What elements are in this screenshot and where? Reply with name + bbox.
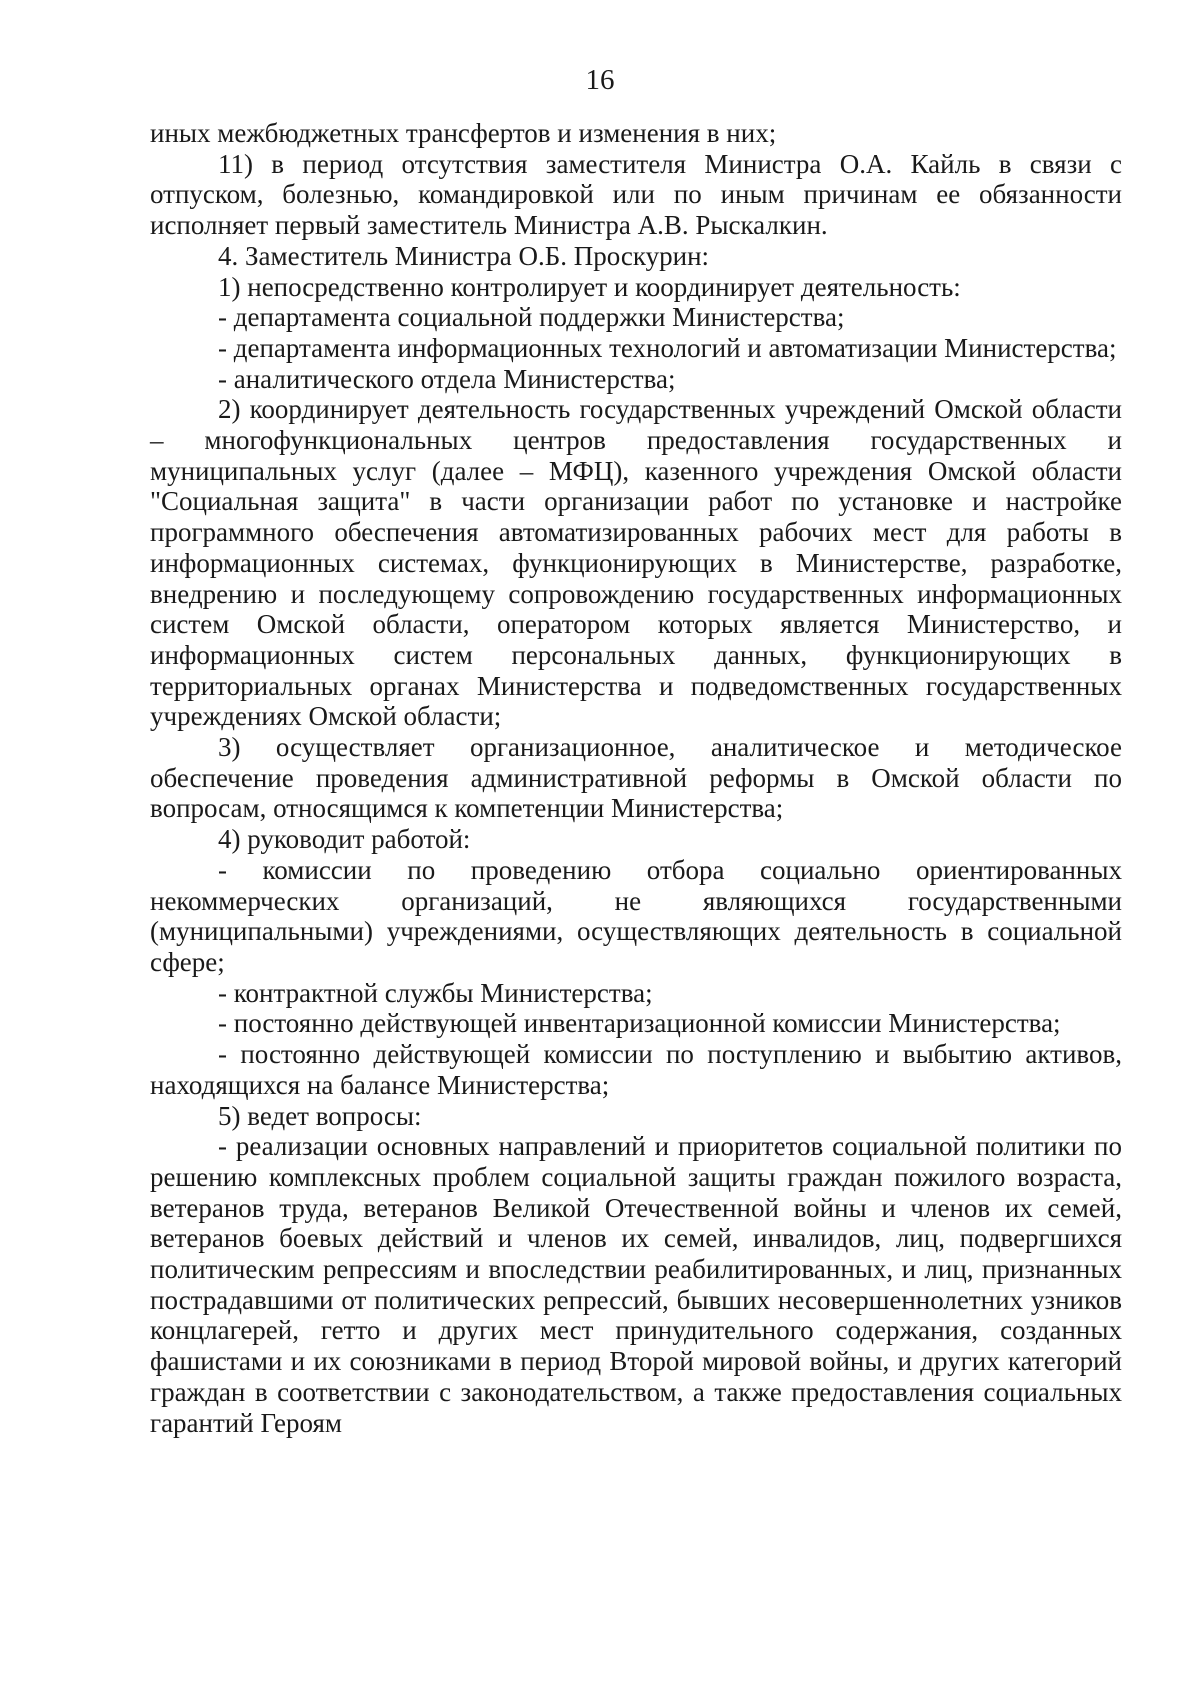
paragraph: - реализации основных направлений и приоритетов социальной политики по решению комплексных проблем социальной защиты граждан пожилого возраста, ветеранов труда, ветеранов Великой Отечественной войны и членов их семей, ветеранов боевых действий и членов их семей, инвалидов, лиц, подвергшихся политическим репрессиям и впоследствии реабилитированных, и лиц, признанных пострадавшими от политических репрессий, бывших несовершеннолетних узников концлагерей, гетто и других мест принудительного содержания, созданных фашистами и их союзниками в период Второй мировой войны, и других категорий граждан в соответствии с законодательством, а также предоставления социальных гарантий Героям — [150, 1131, 1122, 1438]
document-body — [150, 118, 1122, 1438]
paragraph: - департамента социальной поддержки Министерства; — [218, 302, 845, 333]
page-number: 16 — [585, 64, 615, 96]
paragraph: - постоянно действующей комиссии по поступлению и выбытию активов, находящихся на балансе Министерства; — [150, 1039, 1122, 1100]
paragraph: - департамента информационных технологий и автоматизации Министерства; — [218, 332, 1117, 363]
paragraph: - аналитического отдела Министерства; — [218, 363, 676, 394]
paragraph: 2) координирует деятельность государственных учреждений Омской области – многофункциональных центров предоставления государственных и муниципальных услуг (далее – МФЦ), казенного учреждения Омской области "Социальная защита" в части организации работ по установке и настройке программного обеспечения автоматизированных рабочих мест для работы в информационных системах, функционирующих в Министерстве, разработке, внедрению и последующему сопровождению государственных информационных систем Омской области, оператором которых является Министерство, и информационных систем персональных данных, функционирующих в территориальных органах Министерства и подведомственных государственных учреждениях Омской области; — [150, 394, 1122, 732]
paragraph: иных межбюджетных трансфертов и изменения в них; — [150, 118, 777, 148]
paragraph: - постоянно действующей инвентаризационной комиссии Министерства; — [218, 1008, 1061, 1039]
paragraph: 4. Заместитель Министра О.Б. Проскурин: — [218, 240, 710, 271]
paragraph: - контрактной службы Министерства; — [218, 977, 653, 1008]
paragraph: 11) в период отсутствия заместителя Министра О.А. Кайль в связи с отпуском, болезнью, командировкой или по иным причинам ее обязанности исполняет первый заместитель Министра А.В. Рыскалкин. — [150, 148, 1122, 241]
paragraph: 5) ведет вопросы: — [218, 1100, 422, 1131]
paragraph: 3) осуществляет организационное, аналитическое и методическое обеспечение проведения административной реформы в Омской области по вопросам, относящимся к компетенции Министерства; — [150, 732, 1122, 824]
paragraph: - комиссии по проведению отбора социально ориентированных некоммерческих организаций, не являющихся государственными (муниципальными) учреждениями, осуществляющих деятельность в социальной сфере; — [150, 854, 1122, 977]
paragraph: 1) непосредственно контролирует и координирует деятельность: — [218, 271, 961, 302]
paragraph: 4) руководит работой: — [218, 824, 471, 855]
